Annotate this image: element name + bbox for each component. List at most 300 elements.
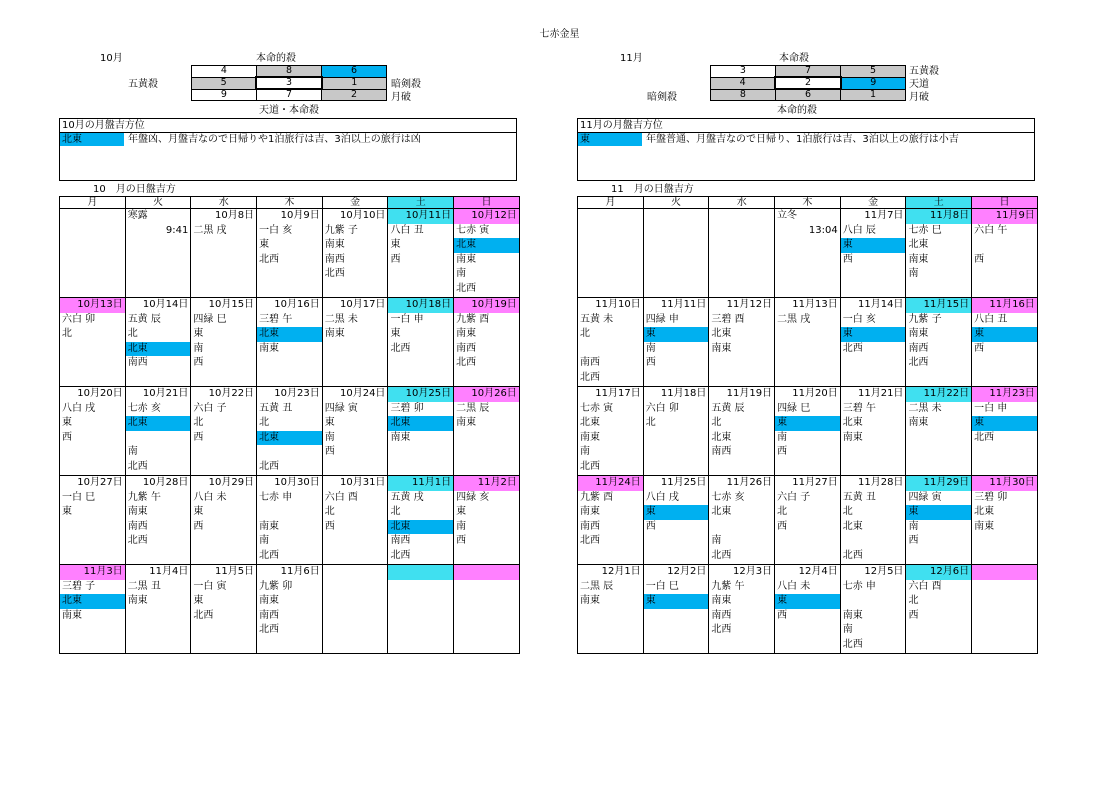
day-date (454, 565, 519, 580)
day-date: 10月25日 (388, 387, 453, 402)
lucky-direction: 南西 (259, 609, 280, 621)
day-cell (322, 387, 388, 476)
day-date: 11月16日 (972, 298, 1037, 313)
lucky-direction: 北東 (908, 239, 929, 250)
weekday-header: 火 (643, 197, 709, 209)
lucky-direction: 東 (193, 595, 204, 606)
day-sign: 五黄 辰 (127, 313, 161, 325)
day-date: 12月2日 (667, 566, 707, 577)
grid-cell: 8 (711, 89, 776, 101)
day-date: 10月24日 (339, 388, 386, 399)
lucky-direction: 北 (842, 506, 853, 517)
day-sign: 六白 卯 (645, 402, 679, 414)
day-sign: 八白 丑 (390, 224, 424, 236)
lucky-direction: 東 (906, 505, 971, 520)
solar-term-time: 9:41 (165, 224, 189, 236)
lucky-direction: 北東 (60, 594, 125, 609)
grid-row (711, 89, 906, 101)
day-date: 11月23日 (972, 387, 1037, 402)
lucky-direction: 南東 (456, 328, 477, 339)
day-cell (578, 209, 644, 298)
day-sign: 三碧 卯 (390, 402, 424, 414)
day-cell (972, 565, 1038, 654)
lucky-direction: 東 (972, 327, 1037, 342)
lucky-direction (126, 431, 191, 446)
day-date: 10月29日 (208, 477, 255, 488)
day-cell (643, 387, 709, 476)
day-date: 10月23日 (274, 388, 320, 399)
lucky-direction: 西 (193, 357, 204, 368)
lucky-direction: 北 (777, 506, 788, 517)
lucky-direction: 西 (908, 609, 919, 621)
lucky-direction: 南東 (259, 520, 280, 532)
day-date: 10月8日 (214, 210, 255, 221)
day-cell (125, 298, 191, 387)
day-cell (257, 298, 323, 387)
day-cell (322, 565, 388, 654)
day-sign: 四緑 亥 (456, 491, 490, 503)
day-date: 11月4日 (149, 566, 189, 577)
calendar-week-row (60, 387, 520, 476)
lucky-direction: 北 (259, 417, 270, 428)
day-sign: 七赤 巳 (908, 224, 942, 236)
day-sign: 六白 卯 (62, 313, 96, 325)
lucky-direction: 北 (908, 595, 919, 606)
fortune-text: 年盤普通、月盤吉なので日帰り、1泊旅行は吉、3泊以上の旅行は小吉 (646, 134, 959, 145)
lucky-direction: 西 (324, 520, 335, 532)
day-cell (257, 387, 323, 476)
day-sign (972, 580, 1037, 595)
lucky-direction: 北西 (711, 624, 732, 635)
grid-cell: 2 (322, 89, 387, 101)
day-date: 11月13日 (792, 299, 838, 310)
lucky-direction: 北西 (711, 549, 732, 561)
day-date: 10月28日 (142, 477, 189, 488)
weekday-header: 木 (775, 197, 841, 209)
day-cell (709, 209, 775, 298)
lucky-direction: 西 (645, 357, 656, 368)
monthly-fortune-box (577, 118, 1035, 181)
day-cell (60, 387, 126, 476)
day-cell (643, 209, 709, 298)
grid-cell: 1 (322, 77, 387, 89)
weekday-header: 月 (60, 197, 126, 209)
day-sign: 一白 申 (974, 402, 1008, 414)
day-sign: 四緑 寅 (908, 491, 942, 503)
day-cell (388, 298, 454, 387)
weekday-header: 月 (578, 197, 644, 209)
calendar-week-row (578, 209, 1038, 298)
lucky-direction: 東 (193, 506, 204, 517)
day-cell (388, 565, 454, 654)
day-sign: 六白 午 (974, 224, 1008, 236)
lucky-direction: 南東 (456, 417, 477, 428)
day-date: 11月8日 (906, 209, 971, 224)
day-cell (578, 387, 644, 476)
grid-left-label: 五黄殺 (128, 79, 158, 90)
lucky-direction: 西 (777, 446, 788, 457)
calendar-week-row (578, 476, 1038, 565)
lucky-direction: 南西 (127, 520, 148, 532)
day-cell (840, 209, 906, 298)
lucky-direction: 西 (456, 535, 467, 546)
grid-row (192, 77, 387, 89)
day-sign (454, 580, 519, 595)
day-cell (972, 209, 1038, 298)
lucky-direction: 北東 (580, 417, 600, 428)
day-cell (60, 476, 126, 565)
lucky-direction: 南 (908, 520, 919, 532)
day-date: 10月22日 (208, 388, 255, 399)
day-cell (643, 476, 709, 565)
day-date: 10月16日 (274, 299, 320, 310)
day-cell (709, 387, 775, 476)
lucky-direction: 北西 (842, 342, 863, 354)
day-cell (60, 298, 126, 387)
grid-row (711, 77, 906, 89)
lucky-direction: 南 (711, 535, 722, 546)
day-date: 11月6日 (280, 566, 320, 577)
day-date: 10月27日 (77, 477, 123, 488)
lucky-direction: 南東 (324, 328, 345, 339)
lucky-direction: 南東 (324, 239, 345, 250)
day-cell (709, 298, 775, 387)
day-cell (775, 476, 841, 565)
lucky-direction: 南東 (580, 595, 600, 606)
lucky-direction (841, 594, 906, 609)
day-cell (60, 209, 126, 298)
day-sign: 九紫 午 (711, 580, 745, 592)
day-sign: 二黒 未 (908, 402, 942, 414)
day-sign: 七赤 申 (842, 580, 876, 592)
lucky-direction: 北西 (390, 549, 411, 561)
lucky-direction: 北西 (259, 253, 280, 265)
day-date: 11月26日 (726, 477, 773, 488)
lucky-direction: 北西 (456, 282, 477, 294)
lucky-direction: 南 (777, 431, 788, 443)
day-cell (578, 298, 644, 387)
lucky-direction: 北東 (711, 328, 732, 339)
day-sign: 六白 酉 (324, 491, 358, 503)
lucky-direction: 北 (580, 328, 590, 339)
fortune-text: 年盤凶、月盤吉なので日帰りや1泊旅行は吉、3泊以上の旅行は凶 (128, 134, 421, 145)
lucky-direction: 北東 (126, 342, 191, 357)
lucky-direction: 南東 (127, 595, 148, 606)
grid-top-label: 本命的殺 (256, 53, 296, 64)
day-sign: 六白 酉 (908, 580, 942, 592)
day-cell (257, 476, 323, 565)
lucky-direction: 北西 (908, 357, 929, 368)
lucky-direction: 東 (841, 238, 906, 253)
day-cell (454, 476, 520, 565)
lucky-direction: 南東 (842, 431, 863, 443)
lucky-direction: 西 (193, 431, 204, 443)
lucky-direction: 南 (193, 342, 204, 354)
day-date: 11月20日 (792, 388, 838, 399)
lucky-direction: 南東 (908, 417, 929, 428)
lucky-direction: 東 (644, 505, 709, 520)
day-sign: 九紫 酉 (580, 491, 614, 503)
day-sign (709, 224, 774, 239)
lucky-direction: 南 (456, 520, 467, 532)
lucky-direction: 南 (645, 342, 656, 354)
day-cell (454, 298, 520, 387)
day-sign: 一白 巳 (62, 491, 96, 503)
lucky-direction: 南東 (62, 609, 82, 621)
day-cell (709, 476, 775, 565)
weekday-header: 火 (125, 197, 191, 209)
grid-cell: 8 (256, 66, 321, 78)
day-sign: 三碧 酉 (711, 313, 745, 325)
day-cell (972, 387, 1038, 476)
day-sign: 九紫 子 (908, 313, 942, 325)
day-cell (125, 209, 191, 298)
day-sign: 二黒 辰 (580, 580, 614, 592)
day-date: 11月30日 (972, 476, 1037, 491)
lucky-direction: 南東 (908, 253, 929, 265)
day-cell (388, 476, 454, 565)
day-date: 11月15日 (906, 298, 971, 313)
weekday-header: 日 (972, 197, 1038, 209)
lucky-direction: 北東 (257, 431, 322, 446)
grid-row (192, 89, 387, 101)
day-sign: 八白 未 (193, 491, 227, 503)
lucky-direction: 西 (645, 520, 656, 532)
day-sign: 九紫 酉 (456, 313, 490, 325)
day-date: 10月15日 (208, 299, 255, 310)
lucky-direction: 西 (908, 535, 919, 546)
lucky-direction: 南東 (711, 595, 732, 606)
lucky-direction: 南西 (127, 357, 148, 368)
nine-star-grid (191, 65, 387, 101)
day-date (709, 209, 774, 224)
day-sign (388, 580, 453, 595)
day-sign: 九紫 午 (127, 491, 161, 503)
calendar-week-row (578, 387, 1038, 476)
lucky-direction: 南 (259, 535, 270, 546)
day-date: 12月5日 (864, 566, 904, 577)
lucky-direction: 南西 (908, 342, 929, 354)
day-cell (643, 298, 709, 387)
lucky-direction: 西 (324, 446, 335, 457)
grid-cell: 6 (775, 89, 840, 101)
day-cell (60, 565, 126, 654)
day-sign: 九紫 子 (324, 224, 358, 236)
calendar-title: 11 月の日盤吉方 (611, 184, 694, 195)
lucky-direction: 北西 (580, 460, 600, 472)
lucky-direction: 南西 (456, 342, 477, 354)
lucky-direction: 西 (842, 253, 853, 265)
day-sign: 六白 子 (193, 402, 227, 414)
day-date (60, 209, 125, 224)
day-sign: 七赤 寅 (456, 224, 490, 236)
fortune-direction: 北東 (60, 133, 124, 146)
lucky-direction: 西 (390, 253, 401, 265)
grid-cell: 9 (192, 89, 257, 101)
day-date: 10月30日 (274, 477, 320, 488)
day-cell (972, 476, 1038, 565)
day-date: 10月11日 (388, 209, 453, 224)
day-date: 10月21日 (142, 388, 189, 399)
lucky-direction: 東 (193, 328, 204, 339)
day-date: 10月14日 (142, 299, 189, 310)
grid-cell: 5 (192, 77, 257, 89)
day-sign (126, 224, 191, 239)
grid-bottom-label: 天道・本命殺 (259, 105, 319, 116)
day-sign: 八白 戌 (62, 402, 96, 414)
day-date: 11月10日 (595, 299, 641, 310)
lucky-direction: 東 (324, 417, 335, 428)
day-sign: 五黄 戌 (390, 491, 424, 503)
day-cell (906, 387, 972, 476)
day-sign: 七赤 亥 (127, 402, 161, 414)
lucky-direction: 南東 (127, 506, 148, 517)
lucky-direction: 北 (127, 328, 138, 339)
weekday-header: 水 (709, 197, 775, 209)
grid-right-label-top: 五黄殺 (909, 66, 939, 77)
lucky-direction: 北 (62, 328, 72, 339)
weekday-header: 土 (906, 197, 972, 209)
day-sign: 八白 丑 (974, 313, 1008, 325)
lucky-direction: 南東 (842, 609, 863, 621)
lucky-direction: 北 (324, 506, 335, 517)
day-date (644, 209, 709, 224)
lucky-direction: 北東 (711, 506, 732, 517)
lucky-direction: 東 (456, 506, 467, 517)
lucky-direction: 南西 (390, 535, 411, 546)
day-date (578, 209, 643, 224)
day-date: 11月22日 (906, 387, 971, 402)
day-cell (454, 209, 520, 298)
weekday-header: 水 (191, 197, 257, 209)
lucky-direction: 東 (775, 416, 840, 431)
day-date: 11月14日 (857, 299, 904, 310)
day-sign: 七赤 寅 (580, 402, 614, 414)
day-cell (775, 565, 841, 654)
day-cell (454, 387, 520, 476)
page-title: 七赤金星 (539, 29, 580, 40)
fortune-direction: 東 (578, 133, 642, 146)
lucky-direction: 東 (644, 327, 709, 342)
month-label: 10月 (100, 53, 123, 64)
day-date: 11月7日 (864, 210, 904, 221)
day-sign: 五黄 未 (580, 313, 614, 325)
day-date: 10月31日 (339, 477, 386, 488)
day-sign: 二黒 辰 (456, 402, 490, 414)
lucky-direction: 北西 (456, 357, 477, 368)
lucky-direction: 東 (390, 328, 401, 339)
lucky-direction: 北西 (390, 342, 411, 354)
grid-left-label: 暗剣殺 (647, 92, 677, 103)
month-label: 11月 (620, 53, 643, 64)
day-cell (322, 298, 388, 387)
grid-right-label-mid: 暗剣殺 (391, 79, 421, 90)
day-sign (323, 580, 388, 595)
lucky-direction: 南東 (974, 520, 995, 532)
day-cell (906, 298, 972, 387)
weekday-header: 金 (840, 197, 906, 209)
day-cell (125, 476, 191, 565)
fortune-title: 11月の月盤吉方位 (578, 119, 1034, 133)
lucky-direction: 北東 (454, 238, 519, 253)
day-date: 10月18日 (388, 298, 453, 313)
lucky-direction: 南東 (711, 342, 732, 354)
lucky-direction: 北 (390, 506, 401, 517)
day-cell (775, 298, 841, 387)
weekday-header: 日 (454, 197, 520, 209)
day-date: 10月17日 (339, 299, 386, 310)
lucky-direction: 東 (390, 239, 401, 250)
calendar-week-row (60, 476, 520, 565)
day-date (388, 565, 453, 580)
day-cell (191, 565, 257, 654)
day-cell (906, 209, 972, 298)
grid-right-label-bottom: 月破 (391, 92, 411, 103)
calendar-week-row (60, 209, 520, 298)
lucky-direction: 南東 (908, 328, 929, 339)
lucky-direction: 北西 (842, 549, 863, 561)
grid-row (711, 66, 906, 78)
lucky-direction: 北東 (257, 327, 322, 342)
day-sign: 五黄 丑 (259, 402, 293, 414)
lucky-direction: 南東 (580, 506, 600, 517)
day-cell (775, 387, 841, 476)
lucky-direction: 北西 (580, 535, 600, 546)
lucky-direction: 北東 (974, 506, 995, 517)
day-sign: 二黒 未 (324, 313, 358, 325)
day-cell (906, 476, 972, 565)
day-date: 11月18日 (660, 388, 707, 399)
day-sign (775, 224, 840, 239)
grid-top-label: 本命殺 (779, 53, 809, 64)
grid-cell: 1 (841, 89, 906, 101)
day-cell (578, 476, 644, 565)
day-date: 11月27日 (792, 477, 838, 488)
lucky-direction: 北東 (388, 520, 453, 535)
day-sign: 三碧 子 (62, 580, 96, 592)
monthly-fortune-box (59, 118, 517, 181)
day-date: 10月26日 (454, 387, 519, 402)
lucky-direction: 西 (62, 431, 72, 443)
calendar-week-row (578, 298, 1038, 387)
day-sign: 四緑 申 (645, 313, 679, 325)
lucky-direction: 西 (974, 342, 985, 354)
day-date: 11月1日 (388, 476, 453, 491)
day-cell (840, 387, 906, 476)
calendar-week-row (60, 565, 520, 654)
day-sign: 二黒 戌 (193, 224, 227, 236)
lucky-direction: 南西 (324, 253, 345, 265)
day-cell (840, 476, 906, 565)
solar-term-time: 13:04 (808, 224, 838, 236)
day-date: 11月17日 (595, 388, 641, 399)
day-sign: 六白 子 (777, 491, 811, 503)
day-date: 11月2日 (454, 476, 519, 491)
day-cell (972, 298, 1038, 387)
solar-term (126, 209, 191, 224)
lucky-direction: 西 (974, 253, 985, 265)
lucky-direction: 南 (456, 268, 467, 279)
lucky-direction: 北 (193, 417, 204, 428)
day-date: 11月19日 (726, 388, 773, 399)
lucky-direction: 南東 (259, 595, 280, 606)
day-date: 10月13日 (60, 298, 125, 313)
solar-term (775, 209, 840, 224)
grid-cell: 6 (322, 66, 387, 78)
lucky-direction: 東 (972, 416, 1037, 431)
lucky-direction: 北西 (324, 268, 345, 279)
day-date: 10月19日 (454, 298, 519, 313)
